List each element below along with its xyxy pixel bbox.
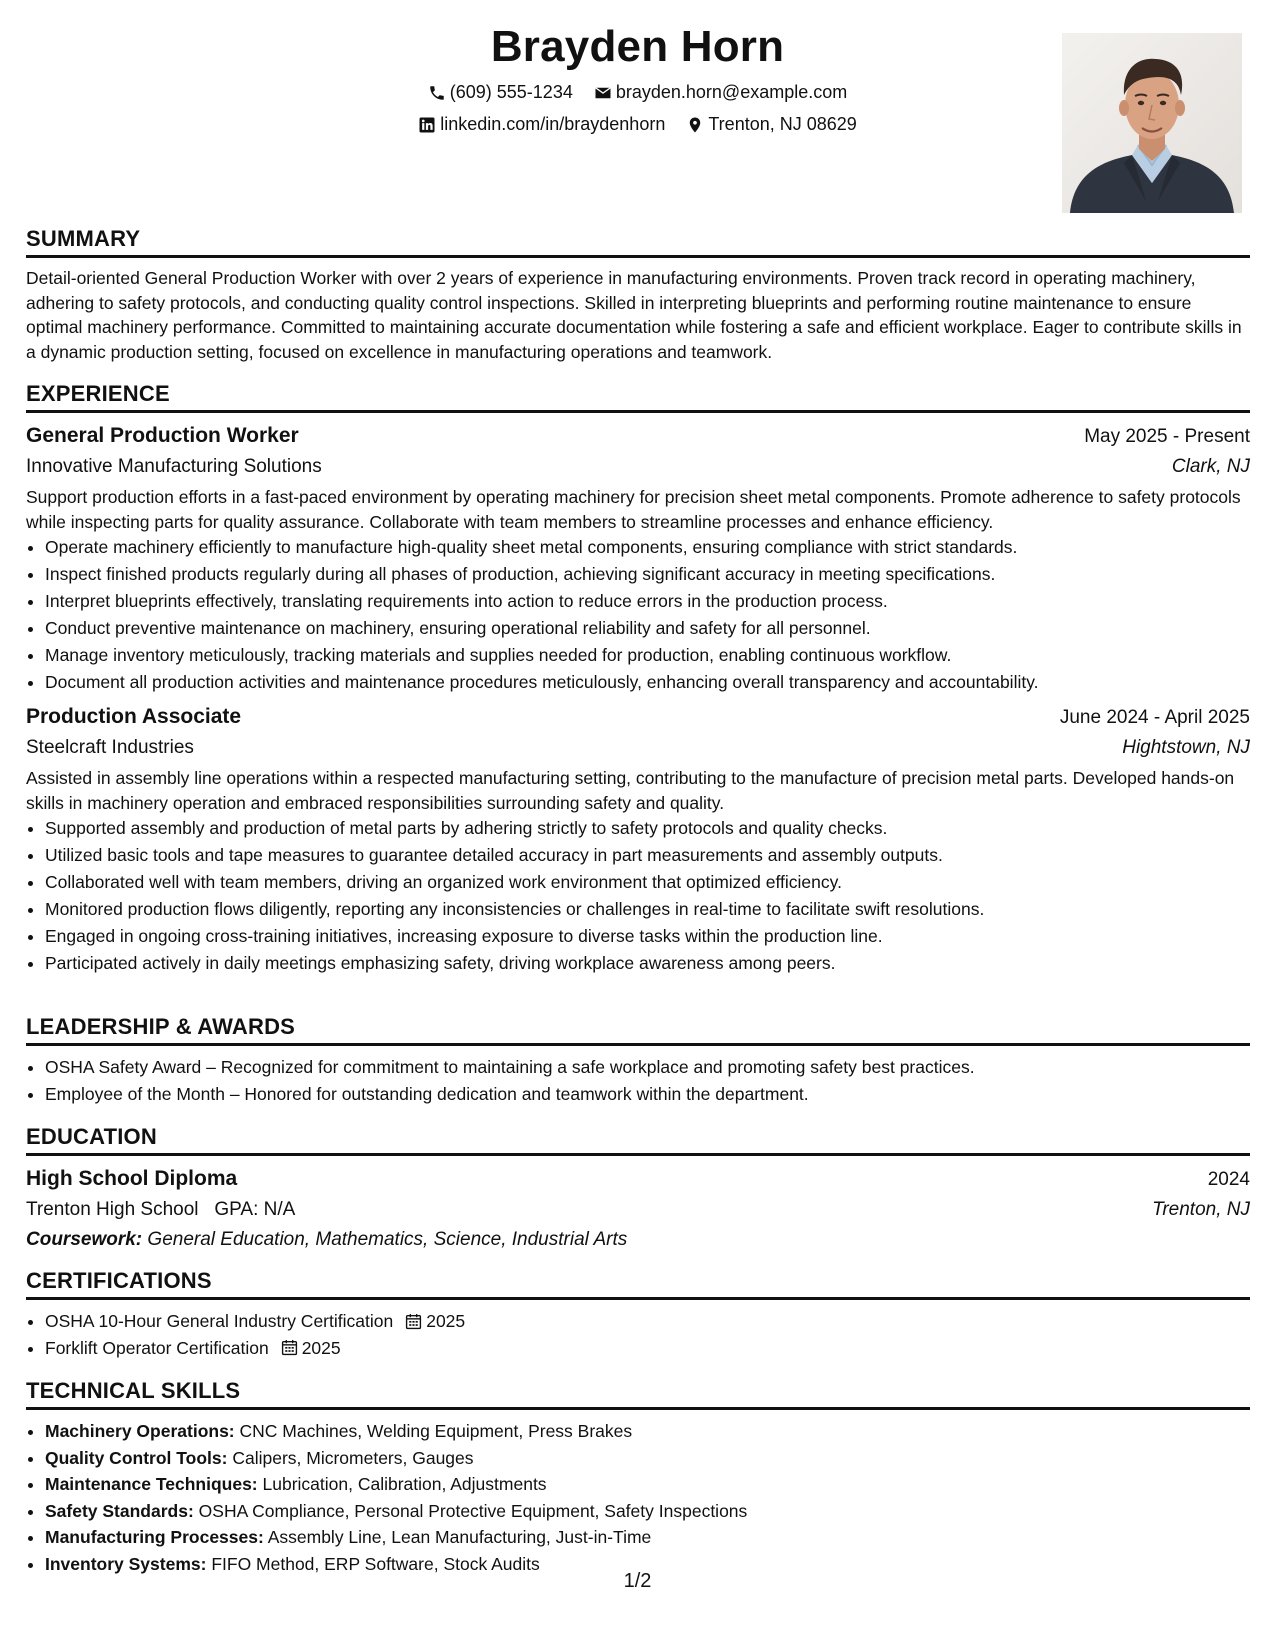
phone-contact[interactable] (428, 82, 573, 103)
leadership-section (26, 1014, 1250, 1107)
email-text: brayden.horn@example.com (615, 82, 848, 102)
skill-value: Calipers, Micrometers, Gauges (232, 1447, 474, 1468)
certifications-section (26, 1268, 1250, 1361)
skill-label: Maintenance Techniques: (45, 1474, 258, 1494)
summary-section (26, 226, 1250, 364)
job-description: Assisted in assembly line operations within a respected manufacturing setting, contributing to the manufacture of precision metal parts. Developed hands-on skills in machinery operation and embraced responsibilities surrounding safety and quality. (26, 768, 1235, 813)
job-location: Hightstown, NJ (1122, 737, 1250, 758)
skill-label: Manufacturing Processes: (45, 1527, 264, 1547)
job-description: Support production efforts in a fast-paced environment by operating machinery for precision sheet metal components. Promote adherence to safety protocols while inspecting parts for quality assurance. Collaborate with team members to streamline processes and enhance efficiency. (26, 487, 1241, 532)
list-item: • Conduct preventive maintenance on machinery, ensuring operational reliability and safety for all personnel. (45, 615, 1250, 642)
skill-label: Machinery Operations: (45, 1421, 235, 1441)
job-entry (26, 702, 1250, 977)
cert-year: 2025 (426, 1311, 466, 1331)
skill-value: OSHA Compliance, Personal Protective Equipment, Safety Inspections (198, 1500, 748, 1521)
skills-section (26, 1378, 1250, 1577)
list-item (45, 1418, 1250, 1445)
calendar-icon (405, 1313, 422, 1330)
coursework-text: General Education, Mathematics, Science, Industrial Arts (147, 1229, 628, 1250)
job-dates: May 2025 - Present (1084, 426, 1250, 447)
skill-value: Lubrication, Calibration, Adjustments (262, 1474, 547, 1494)
phone-icon (428, 84, 446, 102)
list-item (45, 1524, 1250, 1551)
degree-title: High School Diploma (26, 1167, 238, 1190)
gpa-text: GPA: N/A (214, 1199, 296, 1220)
skill-value: FIFO Method, ERP Software, Stock Audits (211, 1553, 540, 1574)
certifications-list (26, 1308, 1250, 1361)
summary-text: Detail-oriented General Production Worker with over 2 years of experience in manufacturing environments. Proven track record in operating machinery, adhering to safety protocols, and conducting quality control inspections. Skilled in interpreting blueprints and performing routine maintenance to ensure optimal machinery performance. Committed to maintaining accurate documentation while fostering a safe and efficient workplace. Eager to contribute skills in a dynamic production setting, focused on excellence in manufacturing operations and teamwork. (26, 268, 1242, 362)
list-item (45, 1498, 1250, 1525)
list-item: • Supported assembly and production of metal parts by adhering strictly to safety protocols and quality checks. (45, 815, 1250, 842)
phone-text: (609) 555-1234 (449, 82, 573, 102)
skill-label: Quality Control Tools: (45, 1447, 228, 1468)
list-item (45, 1471, 1250, 1498)
linkedin-text: linkedin.com/in/braydenhorn (440, 114, 666, 134)
list-item (45, 1445, 1250, 1472)
job-title: General Production Worker (26, 424, 299, 447)
list-item: • OSHA Safety Award – Recognized for commitment to maintaining a safe workplace and promoting safety best practices. (45, 1054, 1250, 1081)
experience-section (26, 381, 1250, 977)
page-number: 1/2 (623, 1570, 652, 1592)
list-item: • Monitored production flows diligently, reporting any inconsistencies or challenges in real-time to facilitate swift resolutions. (45, 896, 1250, 923)
school-line (26, 1195, 295, 1225)
job-company: Steelcraft Industries (26, 737, 194, 758)
job-dates: June 2024 - April 2025 (1059, 707, 1250, 728)
list-item: • Interpret blueprints effectively, translating requirements into action to reduce errors in the production process. (45, 588, 1250, 615)
profile-photo (1062, 33, 1242, 213)
awards-list (26, 1054, 1250, 1107)
job-bullets (26, 534, 1250, 696)
skill-label: Inventory Systems: (45, 1553, 207, 1574)
education-heading: EDUCATION (26, 1124, 1250, 1156)
list-item: • Collaborated well with team members, driving an organized work environment that optimized efficiency. (45, 869, 1250, 896)
calendar-icon (281, 1339, 298, 1356)
cert-name: • OSHA 10-Hour General Industry Certification (45, 1311, 394, 1331)
job-entry (26, 421, 1250, 696)
job-location: Clark, NJ (1171, 456, 1250, 477)
certifications-heading: CERTIFICATIONS (26, 1268, 1250, 1300)
list-item: • Participated actively in daily meetings emphasizing safety, driving workplace awareness among peers. (45, 950, 1250, 977)
skill-label: Safety Standards: (45, 1500, 194, 1521)
list-item: • Employee of the Month – Honored for outstanding dedication and teamwork within the department. (45, 1081, 1250, 1108)
list-item (45, 1308, 1250, 1335)
envelope-icon (594, 84, 612, 102)
skills-heading: TECHNICAL SKILLS (26, 1378, 1250, 1410)
map-pin-icon (686, 116, 704, 134)
linkedin-icon (418, 116, 436, 134)
school-location: Trenton, NJ (1152, 1199, 1250, 1220)
education-section (26, 1124, 1250, 1255)
list-item: • Document all production activities and maintenance procedures meticulously, enhancing overall transparency and accountability. (45, 669, 1250, 696)
cert-year: 2025 (301, 1337, 341, 1358)
summary-heading: SUMMARY (26, 226, 1250, 258)
list-item (45, 1335, 1250, 1362)
coursework-line (26, 1225, 1250, 1255)
coursework-label: Coursework: (26, 1229, 143, 1250)
skills-list (26, 1418, 1250, 1577)
email-contact[interactable] (594, 82, 847, 103)
leadership-heading: LEADERSHIP & AWARDS (26, 1014, 1250, 1046)
skill-value: Assembly Line, Lean Manufacturing, Just-in-Time (267, 1527, 652, 1547)
graduation-year: 2024 (1207, 1169, 1250, 1190)
list-item: • Utilized basic tools and tape measures to guarantee detailed accuracy in part measurements and assembly outputs. (45, 842, 1250, 869)
location-text: Trenton, NJ 08629 (708, 114, 857, 134)
job-company: Innovative Manufacturing Solutions (26, 456, 322, 477)
candidate-name: Brayden Horn (490, 22, 785, 71)
experience-heading: EXPERIENCE (26, 381, 1250, 413)
job-bullets (26, 815, 1250, 977)
linkedin-contact[interactable] (418, 114, 665, 135)
cert-name: • Forklift Operator Certification (45, 1337, 269, 1358)
job-title: Production Associate (26, 705, 242, 728)
list-item: • Operate machinery efficiently to manufacture high-quality sheet metal components, ensuring compliance with strict standards. (45, 534, 1250, 561)
list-item: • Inspect finished products regularly during all phases of production, achieving significant accuracy in meeting specifications. (45, 561, 1250, 588)
location-contact (686, 114, 856, 135)
list-item: • Engaged in ongoing cross-training initiatives, increasing exposure to diverse tasks within the production line. (45, 923, 1250, 950)
skill-value: CNC Machines, Welding Equipment, Press Brakes (239, 1421, 633, 1441)
list-item: • Manage inventory meticulously, tracking materials and supplies needed for production, enabling continuous workflow. (45, 642, 1250, 669)
school-name: Trenton High School (26, 1199, 199, 1220)
